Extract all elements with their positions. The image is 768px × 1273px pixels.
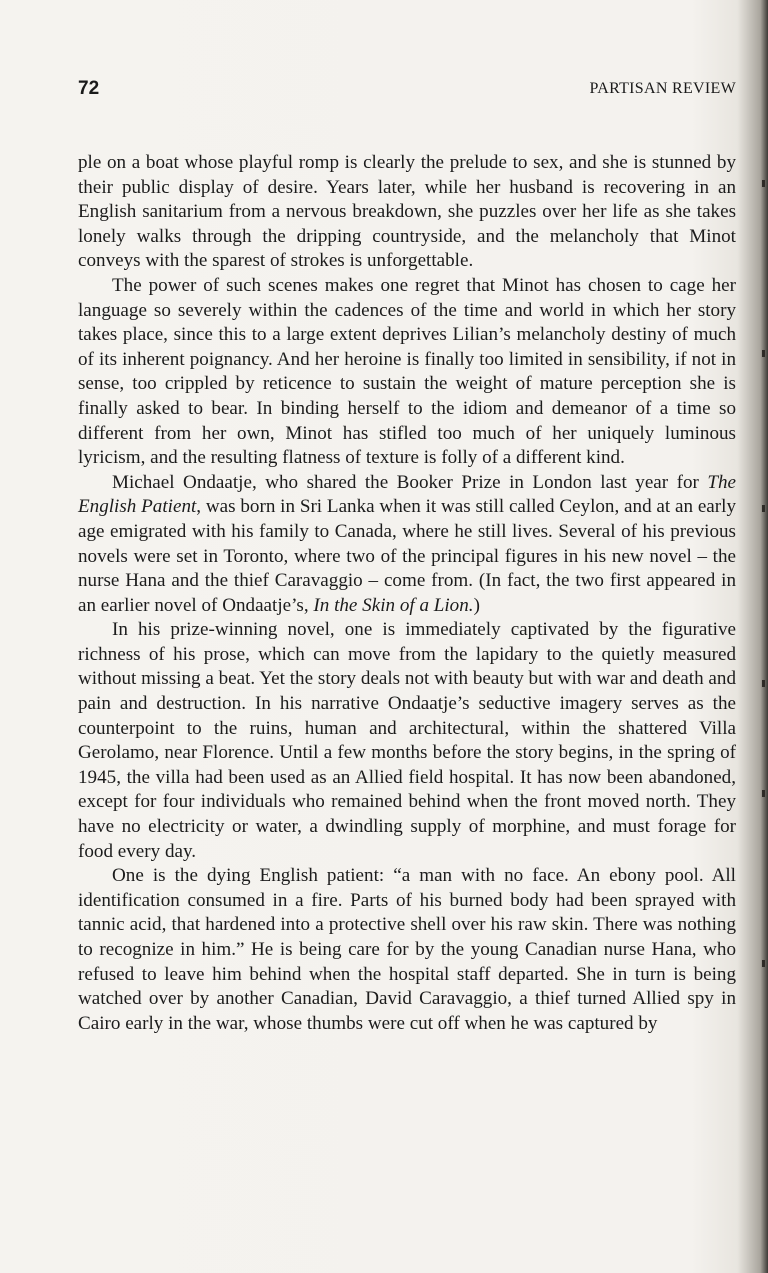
page-edge-mark [762, 505, 765, 512]
running-head: PARTISAN REVIEW [589, 80, 736, 97]
page-edge-mark [762, 350, 765, 357]
page-edge-mark [762, 680, 765, 687]
paragraph-text-segment: , was born in Sri Lanka when it was still called Ceylon, and at an early age emigrated with his family to Canada, where he still lives. Several of his previous novels were set in Toronto, where two of the principal figures in his new novel – the nurse Hana and the thief Caravaggio – come from. (In fact, the two first appeared in an earlier novel of Ondaatje’s, [78, 496, 736, 616]
paragraph-text-segment: Michael Ondaatje, who shared the Booker Prize in London last year for [112, 471, 708, 493]
page-edge-mark [762, 960, 765, 967]
book-title-skin-of-a-lion: In the Skin of a Lion. [313, 594, 474, 616]
page-number: 72 [78, 78, 100, 99]
paragraph-continued: ple on a boat whose playful romp is clearly the prelude to sex, and she is stunned by their public display of desire. Years later, while her husband is recovering in an English sanitarium from a nervous breakdown, she puzzles over her life as she takes lonely walks through the dripping countryside, and the melancholy that Minot conveys with the sparest of strokes is unforgettable. [78, 152, 736, 272]
paragraph: In his prize-winning novel, one is immediately captivated by the figurative richness of his prose, which can move from the lapidary to the quietly measured without missing a beat. Yet the story deals not with beauty but with war and death and pain and destruction. In his narrative Ondaatje’s seductive imagery serves as the counterpoint to the ruins, human and architectural, within the shattered Villa Gerolamo, near Florence. Until a few months before the story begins, in the spring of 1945, the villa had been used as an Allied field hospital. It has now been abandoned, except for four individuals who remained behind when the front moved north. They have no electricity or water, a dwindling supply of morphine, and must forage for food every day. [78, 619, 736, 862]
paragraph-text-segment: ) [473, 594, 480, 616]
book-title-english-patient: The English Patient [78, 471, 736, 518]
page-header [78, 78, 736, 102]
paragraph: The power of such scenes makes one regret that Minot has chosen to cage her language so severely within the cadences of the time and world in which her story takes place, since this to a large extent deprives Lilian’s melancholy destiny of much of its inherent poignancy. And her heroine is finally too limited in sensibility, if not in sense, too crippled by reticence to sustain the weight of mature perception she is finally asked to bear. In binding herself to the idiom and demeanor of a time so different from her own, Minot has stifled too much of her uniquely luminous lyricism, and the resulting flatness of texture is folly of a different kind. [78, 274, 736, 469]
page-edge-mark [762, 180, 765, 187]
paragraph: One is the dying English patient: “a man with no face. An ebony pool. All identification consumed in a fire. Parts of his burned body had been sprayed with tannic acid, that hardened into a protective shell over his raw skin. There was nothing to recognize in him.” He is being care for by the young Canadian nurse Hana, who refused to leave him behind when the hospital staff departed. She in turn is being watched over by another Canadian, David Caravaggio, a thief turned Allied spy in Cairo early in the war, whose thumbs were cut off when he was captured by [78, 865, 736, 1034]
body-text [78, 151, 736, 1036]
page-edge-mark [762, 790, 765, 797]
paragraph-ondaatje-intro [78, 471, 736, 619]
